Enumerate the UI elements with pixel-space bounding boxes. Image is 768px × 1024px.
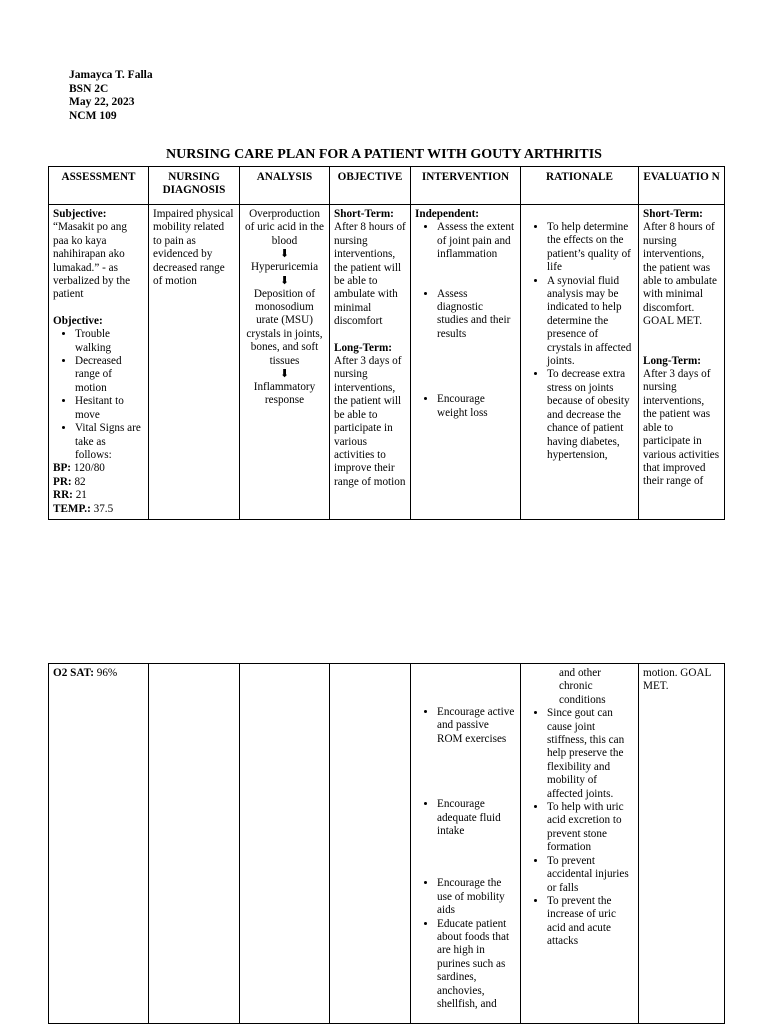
analysis-cell <box>240 205 330 520</box>
list-item: • Trouble walking <box>75 328 144 355</box>
vital-rr: RR: 21 <box>53 489 87 502</box>
course-code: NCM 109 <box>69 109 117 122</box>
analysis-step: Inflammatory response <box>253 381 316 407</box>
care-plan-table <box>48 166 725 520</box>
evaluation-cell <box>639 664 725 1024</box>
list-item: • To help determine the effects on the patient’s quality of life <box>547 221 634 275</box>
list-item: • To prevent accidental injuries or falls <box>547 855 634 895</box>
list-item: • Decreased range of motion <box>75 355 144 395</box>
list-item: • To decrease extra stress on joints because of obesity and decrease the chance of patient having diabetes, hypertension, <box>547 368 634 462</box>
list-item: • To help with uric acid excretion to prevent stone formation <box>547 801 634 855</box>
vital-bp: BP: 120/80 <box>53 462 105 475</box>
list-item: • A synovial fluid analysis may be indicated to help determine the presence of crystals in affected joints. <box>547 275 634 369</box>
vital-temp: TEMP.: 37.5 <box>53 502 114 515</box>
rationale-cell <box>521 205 639 520</box>
evaluation-cell <box>639 205 725 520</box>
column-header-objective: OBJECTIVE <box>330 167 411 205</box>
analysis-step: Deposition of monosodium urate (MSU) crystals in joints, bones, and soft tissues <box>246 287 323 367</box>
down-arrow-icon: ⬇ <box>279 274 290 287</box>
rationale-list <box>525 221 634 462</box>
long-term-label: Long-Term: <box>334 341 393 354</box>
vital-pr: PR: 82 <box>53 475 86 488</box>
independent-label: Independent: <box>415 208 480 220</box>
short-term-evaluation: After 8 hours of nursing interventions, the patient was able to ambulate with minimal discomfort. GOAL MET. <box>643 221 717 328</box>
analysis-cell <box>240 664 330 1024</box>
column-header-assessment: ASSESSMENT <box>49 167 149 205</box>
analysis-step: Hyperuricemia <box>250 261 319 274</box>
long-term-label: Long-Term: <box>643 354 702 367</box>
column-header-analysis: ANALYSIS <box>240 167 330 205</box>
intervention-list <box>415 288 516 342</box>
down-arrow-icon: ⬇ <box>279 248 290 261</box>
down-arrow-icon: ⬇ <box>279 368 290 381</box>
list-item: • To prevent the increase of uric acid and acute attacks <box>547 895 634 949</box>
intervention-list <box>415 798 516 838</box>
short-term-objective: After 8 hours of nursing interventions, the patient will be able to ambulate with minimal discomfort <box>334 221 406 328</box>
care-plan-table-continued <box>48 663 725 1024</box>
column-header-evaluation: EVALUATIO N <box>639 167 725 205</box>
list-item: • Encourage active and passive ROM exercises <box>437 706 516 746</box>
rationale-list <box>525 707 634 948</box>
column-header-nursing-diagnosis: NURSING DIAGNOSIS <box>149 167 240 205</box>
list-item: • Educate patient about foods that are high in purines such as sardines, anchovies, shellfish, and <box>437 918 516 1012</box>
objective-cell <box>330 664 411 1024</box>
page-title: NURSING CARE PLAN FOR A PATIENT WITH GOUTY ARTHRITIS <box>166 147 602 162</box>
assessment-cell <box>49 205 149 520</box>
list-item: • Assess the extent of joint pain and inflammation <box>437 221 516 261</box>
list-item: • Encourage weight loss <box>437 393 516 420</box>
column-header-rationale: RATIONALE <box>521 167 639 205</box>
evaluation-continued: motion. GOAL MET. <box>643 667 711 693</box>
long-term-evaluation: After 3 days of nursing interventions, the patient was able to participate in various activities that improved their range of <box>643 368 720 488</box>
objective-list <box>53 328 144 462</box>
column-header-intervention: INTERVENTION <box>411 167 521 205</box>
objective-cell <box>330 205 411 520</box>
intervention-list <box>415 706 516 746</box>
student-name: Jamayca T. Falla <box>69 69 153 81</box>
intervention-cell <box>411 664 521 1024</box>
long-term-objective: After 3 days of nursing interventions, the patient will be able to participate in various activities to improve their range of motion <box>334 355 406 488</box>
short-term-label: Short-Term: <box>643 208 703 220</box>
assessment-cell <box>49 664 149 1024</box>
nursing-diagnosis-cell: Impaired physical mobility related to pain as evidenced by decreased range of motion <box>149 205 240 520</box>
intervention-list <box>415 393 516 420</box>
intervention-cell <box>411 205 521 520</box>
list-item: • Since gout can cause joint stiffness, this can help preserve the flexibility and mobility of affected joints. <box>547 707 634 801</box>
rationale-cell <box>521 664 639 1024</box>
document-date: May 22, 2023 <box>69 96 135 108</box>
list-item: • Hesitant to move <box>75 395 144 422</box>
subjective-text: “Masakit po ang paa ko kaya nahihirapan ako lumakad.” - as verbalized by the patient <box>53 221 131 301</box>
vital-o2-sat: O2 SAT: 96% <box>53 667 118 679</box>
list-item: • Encourage the use of mobility aids <box>437 877 516 917</box>
student-section: BSN 2C <box>69 82 109 95</box>
list-item: • Vital Signs are take as follows: <box>75 422 144 462</box>
short-term-label: Short-Term: <box>334 208 394 220</box>
list-item: • Encourage adequate fluid intake <box>437 798 516 838</box>
intervention-list <box>415 221 516 261</box>
subjective-label: Subjective: <box>53 208 107 220</box>
nursing-diagnosis-cell <box>149 664 240 1024</box>
intervention-list <box>415 877 516 1011</box>
list-item: • Assess diagnostic studies and their results <box>437 288 516 342</box>
analysis-step: Overproduction of uric acid in the blood <box>245 208 324 247</box>
document-header <box>69 69 153 123</box>
objective-label: Objective: <box>53 314 103 327</box>
rationale-continued: and other chronic conditions <box>559 667 606 706</box>
